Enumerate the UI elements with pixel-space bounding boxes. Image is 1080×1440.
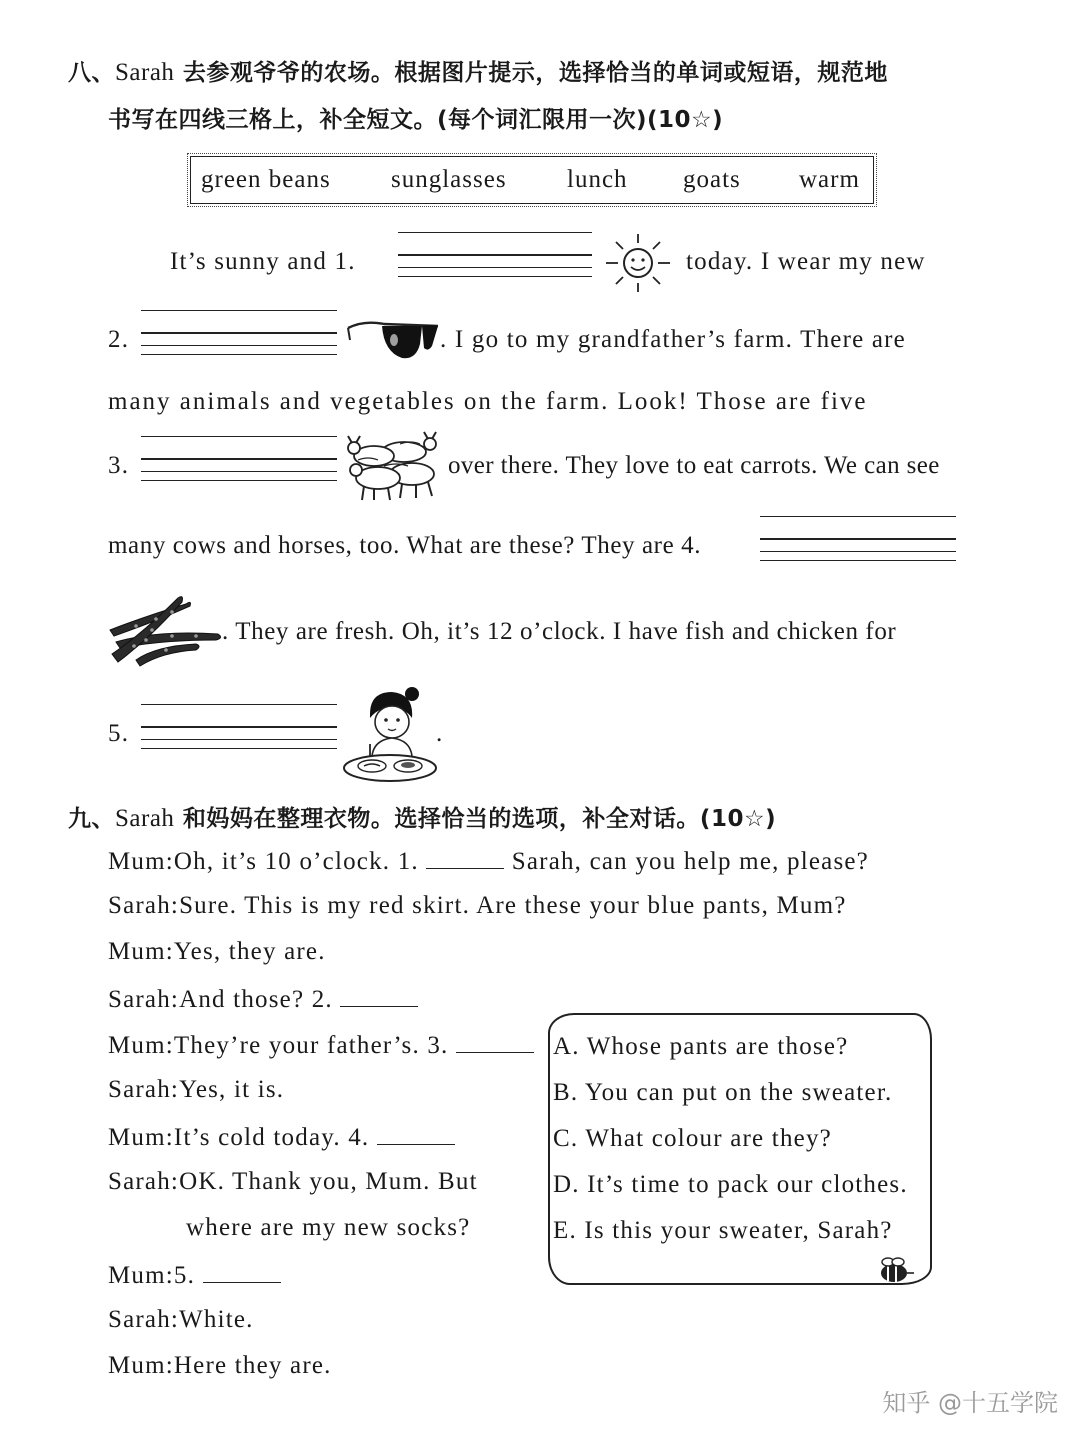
writing-lines-4[interactable]	[760, 516, 956, 560]
answer-blank-2[interactable]	[340, 984, 418, 1007]
answer-blank-1[interactable]	[426, 846, 504, 869]
word-bank	[190, 156, 874, 204]
word-bank-item: warm	[799, 166, 860, 193]
passage-line-2: . I go to my grandfather’s farm. There are	[440, 326, 906, 353]
option-e: E. Is this your sweater, Sarah?	[553, 1217, 893, 1244]
option-d: D. It’s time to pack our clothes.	[553, 1171, 908, 1198]
passage-line-5: many cows and horses, too. What are these? They are 4.	[108, 532, 702, 559]
goats-icon	[344, 430, 442, 502]
section9-title: 九、Sarah 和妈妈在整理衣物。选择恰当的选项，补全对话。(10☆)	[68, 805, 777, 832]
dialogue-line: Mum:5.	[108, 1260, 281, 1290]
sunglasses-icon	[344, 318, 440, 364]
dialogue-line: Mum:Here they are.	[108, 1352, 332, 1379]
passage-end-period: .	[436, 720, 444, 747]
dialogue-line: Mum:Yes, they are.	[108, 938, 326, 965]
sun-icon	[600, 232, 676, 294]
dialogue-line: Mum:Oh, it’s 10 o’clock. 1. Sarah, can you help me, please?	[108, 848, 869, 875]
section8-title: 八、Sarah 去参观爷爷的农场。根据图片提示，选择恰当的单词或短语，规范地	[68, 59, 888, 86]
passage-line-1b: today. I wear my new	[686, 248, 926, 275]
passage-line-1a: It’s sunny and 1.	[170, 248, 356, 275]
option-a: A. Whose pants are those?	[553, 1033, 849, 1060]
dialogue-line: where are my new socks?	[186, 1214, 471, 1241]
blank-number-2: 2.	[108, 326, 130, 353]
dialogue-line: Sarah:And those? 2.	[108, 984, 418, 1014]
watermark: 知乎 @十五学院	[882, 1389, 1058, 1417]
word-bank-item: green beans	[201, 166, 331, 193]
option-b: B. You can put on the sweater.	[553, 1079, 893, 1106]
dialogue-line: Mum:It’s cold today. 4.	[108, 1122, 455, 1152]
girl-eating-lunch-icon	[340, 684, 440, 784]
blank-number-3: 3.	[108, 452, 130, 479]
section8-title-line2: 书写在四线三格上，补全短文。(每个词汇限用一次)(10☆)	[108, 107, 724, 133]
answer-blank-3[interactable]	[456, 1030, 534, 1053]
passage-line-3: many animals and vegetables on the farm. Look! Those are five	[108, 388, 868, 415]
word-bank-item: sunglasses	[391, 166, 507, 193]
bee-icon	[872, 1256, 916, 1286]
passage-line-4: over there. They love to eat carrots. We can see	[448, 452, 940, 479]
dialogue-line: Sarah:White.	[108, 1306, 254, 1333]
writing-lines-2[interactable]	[141, 310, 337, 354]
passage-line-6: . They are fresh. Oh, it’s 12 o’clock. I have fish and chicken for	[222, 618, 897, 645]
word-bank-item: goats	[683, 166, 741, 193]
dialogue-line: Sarah:OK. Thank you, Mum. But	[108, 1168, 478, 1195]
writing-lines-5[interactable]	[141, 704, 337, 748]
option-c: C. What colour are they?	[553, 1125, 832, 1152]
dialogue-line: Mum:They’re your father’s. 3.	[108, 1030, 534, 1060]
blank-number-5: 5.	[108, 720, 130, 747]
word-bank-item: lunch	[567, 166, 628, 193]
green-beans-icon	[106, 594, 226, 668]
dialogue-line: Sarah:Yes, it is.	[108, 1076, 285, 1103]
writing-lines-1[interactable]	[398, 232, 592, 276]
dialogue-line: Sarah:Sure. This is my red skirt. Are these your blue pants, Mum?	[108, 892, 847, 919]
writing-lines-3[interactable]	[141, 436, 337, 480]
answer-blank-5[interactable]	[203, 1260, 281, 1283]
answer-blank-4[interactable]	[377, 1122, 455, 1145]
